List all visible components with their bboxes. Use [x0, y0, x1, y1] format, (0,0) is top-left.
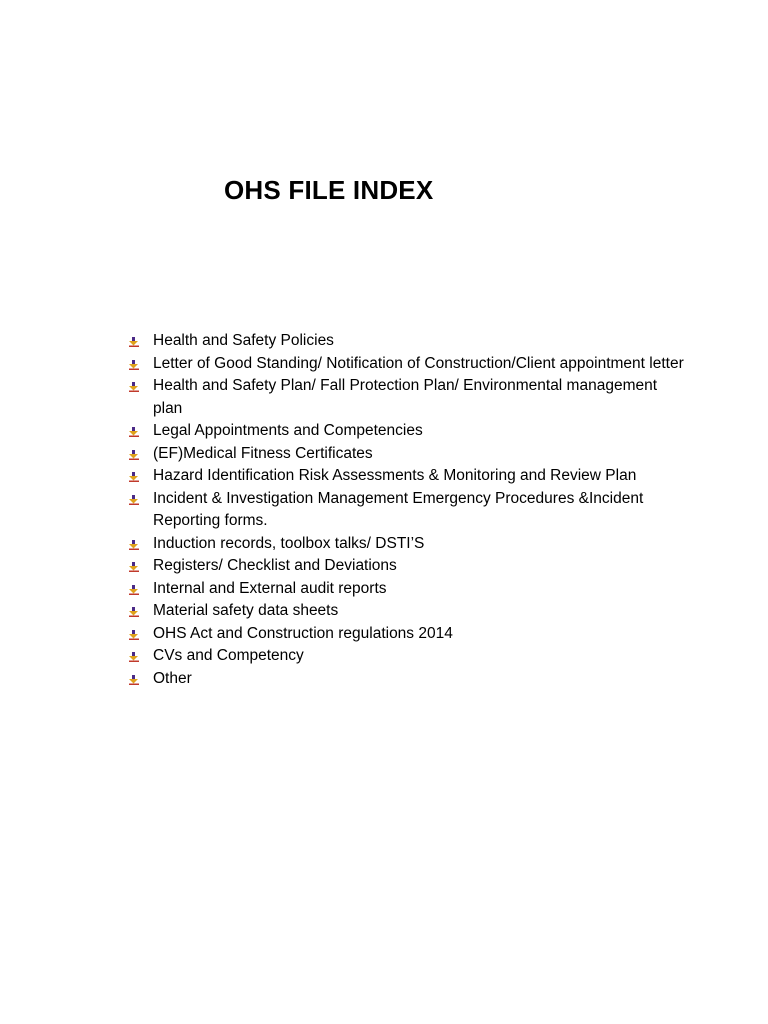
list-item: [128, 488, 688, 533]
list-item: [128, 465, 688, 488]
list-item-label: Material safety data sheets: [153, 602, 339, 619]
list-item-label: Health and Safety Plan/ Fall Protection Plan/ Environmental management plan: [153, 377, 658, 417]
arrow-down-bullet-icon: [128, 607, 140, 617]
arrow-down-bullet-icon: [128, 562, 140, 572]
file-index-list: [128, 330, 688, 690]
list-item-label: Other: [153, 669, 192, 687]
list-item: [128, 555, 688, 578]
list-item: [128, 443, 688, 466]
arrow-down-bullet-icon: [128, 652, 140, 662]
list-item: [128, 645, 688, 668]
arrow-down-bullet-icon: [128, 675, 140, 685]
arrow-down-bullet-icon: [128, 450, 140, 460]
list-item-label: (EF)Medical Fitness Certificates: [153, 444, 373, 462]
list-item-label: Health and Safety Policies: [153, 332, 334, 349]
list-item-label: Letter of Good Standing/ Notification of Construction/Client appointment letter: [153, 354, 684, 372]
list-item-label: Hazard Identification Risk Assessments & Monitoring and Review Plan: [153, 467, 637, 484]
list-item: [128, 668, 688, 691]
list-item: [128, 623, 688, 646]
list-item: [128, 353, 688, 376]
list-item: [128, 578, 688, 601]
list-item: [128, 330, 688, 353]
arrow-down-bullet-icon: [128, 472, 140, 482]
list-item-label: Legal Appointments and Competencies: [153, 422, 423, 439]
list-item: [128, 600, 688, 623]
arrow-down-bullet-icon: [128, 495, 140, 505]
arrow-down-bullet-icon: [128, 427, 140, 437]
list-item-label: Internal and External audit reports: [153, 579, 387, 597]
list-item-label: Induction records, toolbox talks/ DSTI’S: [153, 534, 425, 552]
list-item-label: Incident & Investigation Management Emergency Procedures &Incident Reporting forms.: [153, 489, 644, 529]
arrow-down-bullet-icon: [128, 540, 140, 550]
list-item: [128, 375, 688, 420]
list-item-label: OHS Act and Construction regulations 2014: [153, 624, 453, 642]
list-item: [128, 420, 688, 443]
arrow-down-bullet-icon: [128, 360, 140, 370]
page-title: OHS FILE INDEX: [224, 175, 434, 205]
list-item: [128, 533, 688, 556]
list-item-label: Registers/ Checklist and Deviations: [153, 557, 397, 574]
arrow-down-bullet-icon: [128, 585, 140, 595]
arrow-down-bullet-icon: [128, 337, 140, 347]
list-item-label: CVs and Competency: [153, 647, 304, 664]
arrow-down-bullet-icon: [128, 630, 140, 640]
arrow-down-bullet-icon: [128, 382, 140, 392]
